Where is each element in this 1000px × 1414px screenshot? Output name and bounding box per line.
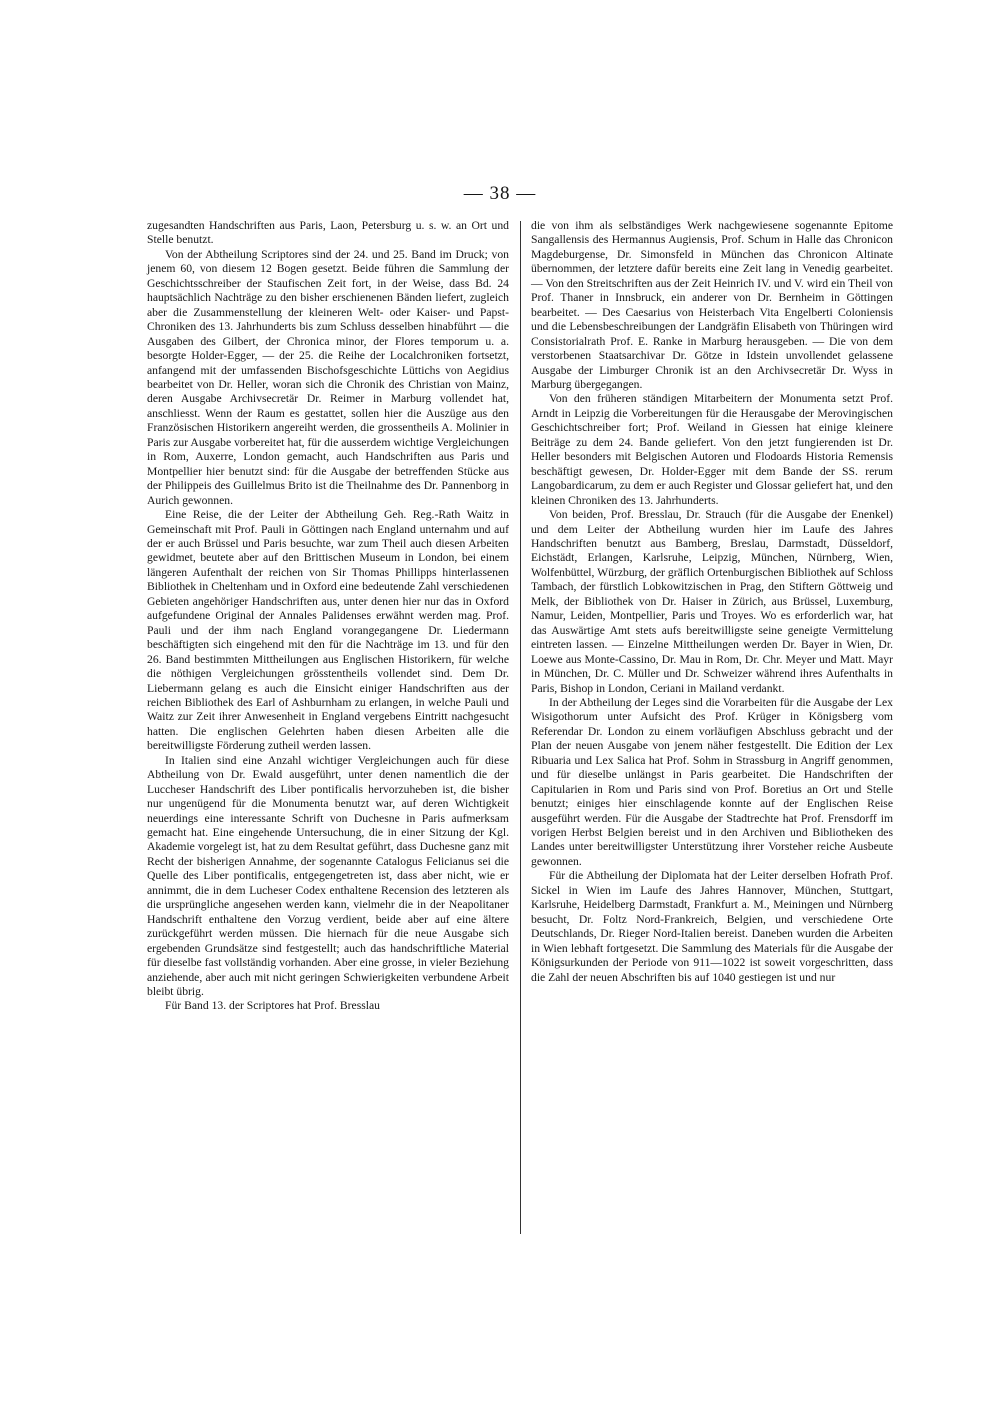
page-number: — 38 —	[463, 183, 537, 204]
paragraph: Für die Abtheilung der Diplomata hat der Leiter derselben Hofrath Prof. Sickel in Wien im Laufe des Jahres Hannover, München, Stuttgart, Karlsruhe, Heidelberg Darmstadt, Frankfurt a. M., Meiningen und Nürnberg besucht, Dr. Foltz Nord-Frankreich, Belgien, und verschiedene Orte Deutschlands, Dr. Rieger Nord-Italien bereist. Daneben wurden die Arbeiten in Wien lebhaft fortgesetzt. Die Sammlung des Materials für die Ausgabe der Königsurkunden der Periode von 911—1022 ist soweit vorgeschritten, dass die Zahl der neuen Abschriften bis auf 1040 gestiegen ist und nur	[531, 869, 893, 984]
paragraph: Von beiden, Prof. Bresslau, Dr. Strauch (für die Ausgabe der Enenkel) und dem Leiter der Abtheilung wurden hier im Laufe des Jahres Handschriften benutzt aus Bamberg, Breslau, Darmstadt, Düsseldorf, Eichstädt, Erlangen, Karlsruhe, Leipzig, München, Nürnberg, Wien, Wolfenbüttel, Würzburg, der gräflich Ortenburgischen Bibliothek auf Schloss Tambach, der fürstlich Lobkowitzischen in Prag, den Stiftern Göttweig und Melk, der Bibliothek von Dr. Haiser in Zürich, aus Brüssel, Luxemburg, Namur, Leiden, Montpellier, Paris und Troyes. Wo es erforderlich war, hat das Auswärtige Amt stets aufs bereitwilligste seine geneigte Vermittelung eintreten lassen. — Einzelne Mittheilungen werden Dr. Bayer in Wien, Dr. Loewe aus Monte-Cassino, Dr. Mau in Rom, Dr. Chr. Meyer und Matt. Mayr in München, Dr. C. Müller und Dr. Schweizer während ihres Aufenthalts in Paris, Bishop in London, Ceriani in Mailand verdankt.	[531, 508, 893, 695]
paragraph: zugesandten Handschriften aus Paris, Laon, Petersburg u. s. w. an Ort und Stelle benutzt.	[147, 219, 509, 247]
paragraph: die von ihm als selbständiges Werk nachgewiesene sogenannte Epitome Sangallensis des Hermannus Augiensis, Prof. Schum in Halle das Chronicon Magdeburgense, Dr. Simonsfeld in München das Chronicon Altinate übernommen, der letztere dafür bereits eine Zeit lang in Venedig gearbeitet. — Von den Streitschriften aus der Zeit Heinrich IV. und V. wird ein Theil von Prof. Thaner in Innsbruck, ein anderer von Dr. Bernheim in Göttingen bearbeitet. — Des Caesarius von Heisterbach Vita Engelberti Coloniensis und die Lebensbeschreibungen der Landgräfin Elisabeth von Thüringen wird Consistorialrath Prof. E. Ranke in Marburg herausgeben. — Die von dem verstorbenen Staatsarchivar Dr. Götze in Idstein unvollendet gelassene Ausgabe der Limburger Chronik ist an den Archivsecretär Dr. Wyss in Marburg übergegangen.	[531, 219, 893, 391]
paragraph: Von den früheren ständigen Mitarbeitern der Monumenta setzt Prof. Arndt in Leipzig die Vorbereitungen für die Herausgabe der Merovingischen Geschichtschreiber fort; Prof. Weiland in Giessen hat einige kleinere Beiträge zu dem 24. Bande geliefert. Von den jetzt fungierenden ist Dr. Heller besonders mit Belgischen Autoren und Flodoards Historia Remensis beschäftigt gewesen, Dr. Holder-Egger mit dem Bande der SS. rerum Langobardicarum, zu dem er auch Register und Glossar geliefert hat, und den kleinen Chroniken des 13. Jahrhunderts.	[531, 392, 893, 507]
paragraph: Von der Abtheilung Scriptores sind der 24. und 25. Band im Druck; von jenem 60, von diesem 12 Bogen gesetzt. Beide führen die Sammlung der Geschichtsschreiber der Staufischen Zeit fort, in der Weise, dass Bd. 24 hauptsächlich Nachträge zu den bisher erschienenen Bänden liefert, zugleich aber die Zusammenstellung der kleineren Welt- oder Kaiser- und Papst-Chroniken des 13. Jahrhunderts bis zum Schluss desselben hinabführt — die Ausgaben des Gilbert, der Chronica minor, der Flores temporum u. a. besorgte Holder-Egger, — der 25. die Reihe der Localchroniken fortsetzt, anfangend mit der umfassenden Bischofsgeschichte Lüttichs von Aegidius bearbeitet von Dr. Heller, woran sich die Chronik des Christian von Mainz, deren Ausgabe Archivsecretär Dr. Reimer in Marburg vollendet hat, anschliesst. Wenn der Raum es gestattet, sollen hier die Auszüge aus den Französischen Historikern angereiht werden, die grossentheils A. Molinier in Paris zur Ausgabe vorbereitet hat, für die ausserdem wichtige Vergleichungen in Rom, Auxerre, London gemacht, auch Handschriften aus Paris und Montpellier hier benutzt sind: für die Ausgabe der betreffenden Stücke aus der Philippeis des Guillelmus Brito ist die Theilnahme des Dr. Pannenborg in Aurich gewonnen.	[147, 247, 509, 507]
left-column	[147, 219, 509, 1014]
paragraph: In Italien sind eine Anzahl wichtiger Vergleichungen auch für diese Abtheilung von Dr. Ewald ausgeführt, unter denen namentlich die der Luccheser Handschrift des Liber pontificalis hervorzuheben ist, die bisher nur ungenügend für die Monumenta benutzt war, auf deren Wichtigkeit neuerdings eine interessante Schrift von Duchesne in Paris aufmerksam gemacht hat. Eine eingehende Untersuchung, die in einer Sitzung der Kgl. Akademie vorgelegt ist, hat zu dem Resultat geführt, dass Duchesne ganz mit Recht der bisherigen Annahme, der sogenannte Catalogus Felicianus sei die Quelle des Liber pontificalis, entgegengetreten ist, dass aber nicht, wie er annimmt, die in dem Lucheser Codex enthaltene Recension des letzteren als die ursprüngliche angesehen werden kann, vielmehr die in der Neapolitaner Handschrift enthaltene den Vorzug verdient, beide aber auf eine ältere zurückgeführt werden müssen. Die hiernach für die neue Ausgabe sich ergebenden Grundsätze sind festgestellt; auch das handschriftliche Material für dieselbe fast vollständig vorhanden. Aber eine grosse, in vieler Beziehung anziehende, aber auch mit nicht geringen Schwierigkeiten verbundene Arbeit bleibt übrig.	[147, 753, 509, 999]
column-divider	[520, 221, 521, 1234]
right-column	[531, 219, 893, 985]
paragraph: Für Band 13. der Scriptores hat Prof. Bresslau	[165, 999, 380, 1013]
paragraph: Eine Reise, die der Leiter der Abtheilung Geh. Reg.-Rath Waitz in Gemeinschaft mit Prof. Pauli in Göttingen nach England unternahm und auf der er auch Brüssel und Paris besuchte, war zum Theil auch diesen Arbeiten gewidmet, beutete aber auf den Brittischen Museum in London, bei einem längeren Aufenthalt der reichen von Sir Thomas Phillipps hinterlassenen Bibliothek in Cheltenham und in Oxford eine bedeutende Zahl verschiedenen Gebieten angehöriger Handschriften aus, unter denen hier nur das in Oxford aufgefundene Original der Annales Palidenses erwähnt werden mag. Prof. Pauli und der ihm nach England vorangegangene Dr. Liedermann beschäftigten sich eingehend mit den für die Nachträge im 13. und für den 26. Band bestimmten Mittheilungen aus Englischen Historikern, für welche die nöthigen Vergleichungen grösstentheils vollendet sind. Dem Dr. Liebermann gelang es auch die Einsicht einiger Handschriften aus der reichen Bibliothek des Earl of Ashburnham zu erlangen, in welche Pauli und Waitz zur Zeit ihrer Anwesenheit in England vergebens Eintritt nachgesucht hatten. Die englischen Gelehrten haben diesen Arbeiten alle die bereitwilligste Förderung zutheil werden lassen.	[147, 508, 509, 753]
paragraph: In der Abtheilung der Leges sind die Vorarbeiten für die Ausgabe der Lex Wisigothorum unter Aufsicht des Prof. Krüger in Königsberg vom Referendar Dr. London zu einem vorläufigen Abschluss gebracht und der Plan der neuen Ausgabe von jenem näher festgestellt. Die Edition der Lex Ribuaria und Lex Salica hat Prof. Sohm in Strassburg in Angriff genommen, und für dieselbe unlängst in Paris gearbeitet. Die Handschriften der Capitularien in Rom und Paris sind von Prof. Boretius an Ort und Stelle benutzt; einiges hier einschlagende konnte auf der Englischen Reise ausgeführt werden. Für die Ausgabe der Stadtrechte hat Prof. Frensdorff im vorigen Herbst Belgien bereist und in den Archiven und Bibliotheken des Landes unter bereitwilligster Unterstützung ihrer Vorsteher reiche Ausbeute gewonnen.	[531, 695, 893, 868]
